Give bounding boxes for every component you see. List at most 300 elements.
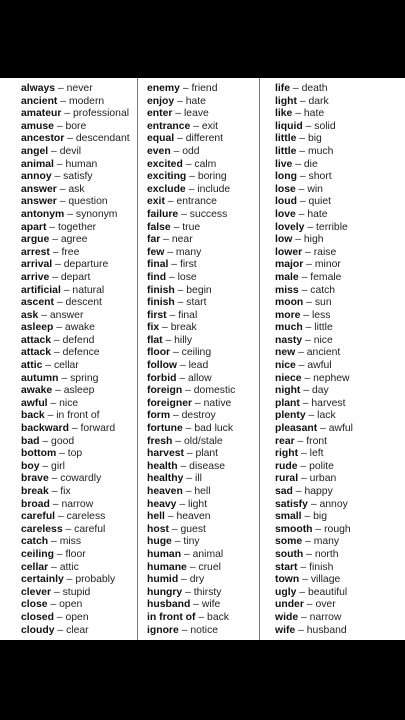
opposite-word: north bbox=[314, 548, 339, 560]
word: brave bbox=[21, 473, 49, 485]
opposite-word: defence bbox=[62, 347, 100, 359]
separator-dash: – bbox=[179, 83, 192, 94]
opposite-word: true bbox=[182, 221, 201, 233]
separator-dash: – bbox=[294, 435, 307, 447]
opposite-word: begin bbox=[186, 284, 212, 296]
separator-dash: – bbox=[168, 523, 181, 535]
opposite-word: hate bbox=[307, 208, 328, 220]
opposite-word: never bbox=[66, 83, 93, 94]
separator-dash: – bbox=[192, 397, 204, 409]
antonym-row bbox=[275, 259, 403, 272]
antonym-row bbox=[21, 461, 133, 474]
word: annoy bbox=[21, 171, 52, 183]
antonym-row bbox=[275, 574, 403, 587]
separator-dash: – bbox=[170, 410, 182, 422]
separator-dash: – bbox=[164, 196, 177, 208]
separator-dash: – bbox=[42, 360, 54, 372]
word: satisfy bbox=[275, 498, 308, 510]
antonym-row bbox=[147, 549, 255, 562]
word: humid bbox=[147, 574, 179, 586]
word: hungry bbox=[147, 586, 183, 598]
antonym-row bbox=[21, 562, 133, 575]
separator-dash: – bbox=[296, 586, 308, 598]
antonym-row bbox=[147, 448, 255, 461]
antonym-row bbox=[275, 612, 403, 625]
word: forbid bbox=[147, 372, 177, 384]
opposite-word: answer bbox=[49, 309, 84, 321]
word: ask bbox=[21, 309, 39, 321]
separator-dash: – bbox=[183, 448, 196, 460]
opposite-word: husband bbox=[306, 624, 347, 636]
word: bottom bbox=[21, 448, 57, 460]
word: failure bbox=[147, 208, 179, 220]
opposite-word: happy bbox=[304, 486, 333, 497]
separator-dash: – bbox=[52, 259, 64, 271]
separator-dash: – bbox=[38, 309, 50, 321]
opposite-word: good bbox=[51, 435, 75, 447]
antonym-row bbox=[21, 83, 133, 96]
antonym-row bbox=[275, 247, 403, 260]
opposite-word: free bbox=[61, 246, 80, 258]
separator-dash: – bbox=[290, 83, 302, 94]
opposite-word: open bbox=[65, 611, 89, 623]
opposite-word: odd bbox=[182, 145, 200, 157]
opposite-word: day bbox=[311, 385, 329, 397]
antonym-row bbox=[275, 234, 403, 247]
word: exciting bbox=[147, 171, 187, 183]
antonym-row bbox=[275, 524, 403, 537]
antonym-column-3 bbox=[275, 83, 403, 637]
opposite-word: careful bbox=[74, 523, 106, 535]
opposite-word: start bbox=[186, 297, 207, 309]
separator-dash: – bbox=[186, 171, 198, 183]
separator-dash: – bbox=[57, 95, 69, 107]
separator-dash: – bbox=[182, 586, 194, 598]
word: find bbox=[147, 271, 167, 283]
separator-dash: – bbox=[48, 473, 61, 485]
antonym-row bbox=[21, 184, 133, 197]
separator-dash: – bbox=[53, 611, 66, 623]
word: love bbox=[275, 208, 296, 220]
word: live bbox=[275, 158, 293, 170]
separator-dash: – bbox=[301, 511, 314, 523]
antonym-row bbox=[275, 159, 403, 172]
separator-dash: – bbox=[302, 322, 315, 334]
opposite-word: asleep bbox=[63, 385, 95, 397]
word: autumn bbox=[21, 372, 59, 384]
opposite-word: friend bbox=[191, 83, 218, 94]
separator-dash: – bbox=[298, 271, 311, 283]
opposite-word: animal bbox=[192, 548, 224, 560]
opposite-word: descendant bbox=[75, 133, 130, 145]
separator-dash: – bbox=[64, 208, 76, 220]
word: nasty bbox=[275, 334, 303, 346]
separator-dash: – bbox=[166, 271, 178, 283]
antonym-row bbox=[21, 398, 133, 411]
separator-dash: – bbox=[164, 246, 176, 258]
word: little bbox=[275, 145, 297, 157]
separator-dash: – bbox=[53, 548, 66, 560]
antonym-row bbox=[21, 499, 133, 512]
separator-dash: – bbox=[297, 460, 310, 472]
antonym-row bbox=[21, 96, 133, 109]
antonym-row bbox=[21, 335, 133, 348]
opposite-word: break bbox=[170, 322, 197, 334]
opposite-word: bad luck bbox=[194, 423, 234, 435]
opposite-word: boring bbox=[197, 171, 227, 183]
word: answer bbox=[21, 196, 57, 208]
opposite-word: village bbox=[310, 574, 341, 586]
separator-dash: – bbox=[47, 599, 60, 611]
opposite-word: old/stale bbox=[183, 435, 223, 447]
word: finish bbox=[147, 297, 175, 309]
opposite-word: final bbox=[178, 309, 198, 321]
word: life bbox=[275, 83, 291, 94]
antonym-row bbox=[147, 385, 255, 398]
opposite-word: left bbox=[309, 448, 324, 460]
word: plant bbox=[275, 397, 300, 409]
word: amateur bbox=[21, 108, 62, 120]
opposite-word: bore bbox=[65, 120, 87, 132]
antonym-row bbox=[21, 574, 133, 587]
opposite-word: polite bbox=[309, 460, 334, 472]
opposite-word: different bbox=[185, 133, 224, 145]
antonym-row bbox=[275, 272, 403, 285]
word: entrance bbox=[147, 120, 191, 132]
word: lovely bbox=[275, 221, 305, 233]
word: apart bbox=[21, 221, 47, 233]
separator-dash: – bbox=[48, 486, 61, 497]
opposite-word: careless bbox=[66, 511, 106, 523]
separator-dash: – bbox=[296, 95, 309, 107]
separator-dash: – bbox=[53, 158, 66, 170]
antonym-row bbox=[275, 222, 403, 235]
opposite-word: clear bbox=[66, 624, 89, 636]
word: excited bbox=[147, 158, 183, 170]
opposite-word: disease bbox=[189, 460, 225, 472]
word: cellar bbox=[21, 561, 49, 573]
word: attack bbox=[21, 347, 52, 359]
separator-dash: – bbox=[295, 624, 307, 636]
word: wide bbox=[275, 611, 299, 623]
opposite-word: attic bbox=[59, 561, 79, 573]
separator-dash: – bbox=[172, 435, 184, 447]
separator-dash: – bbox=[297, 561, 310, 573]
antonym-row bbox=[275, 625, 403, 638]
opposite-word: calm bbox=[194, 158, 217, 170]
antonym-row bbox=[147, 574, 255, 587]
word: floor bbox=[147, 347, 171, 359]
separator-dash: – bbox=[182, 158, 195, 170]
word: finish bbox=[147, 284, 175, 296]
separator-dash: – bbox=[182, 486, 195, 497]
separator-dash: – bbox=[295, 360, 308, 372]
antonym-row bbox=[21, 159, 133, 172]
separator-dash: – bbox=[182, 423, 195, 435]
separator-dash: – bbox=[298, 611, 310, 623]
antonym-row bbox=[147, 96, 255, 109]
opposite-word: hate bbox=[185, 95, 206, 107]
opposite-word: beautiful bbox=[307, 586, 348, 598]
separator-dash: – bbox=[49, 498, 62, 510]
antonym-row bbox=[275, 121, 403, 134]
word: argue bbox=[21, 234, 50, 246]
word: rear bbox=[275, 435, 295, 447]
separator-dash: – bbox=[51, 586, 63, 598]
antonym-row bbox=[147, 360, 255, 373]
opposite-word: lack bbox=[317, 410, 336, 422]
antonym-row bbox=[275, 360, 403, 373]
word: hell bbox=[147, 511, 165, 523]
opposite-word: urban bbox=[309, 473, 337, 485]
word: smooth bbox=[275, 523, 313, 535]
word: enjoy bbox=[147, 95, 175, 107]
separator-dash: – bbox=[56, 196, 69, 208]
opposite-word: entrance bbox=[176, 196, 217, 208]
separator-dash: – bbox=[174, 133, 186, 145]
opposite-word: win bbox=[307, 183, 323, 195]
word: certainly bbox=[21, 574, 64, 586]
separator-dash: – bbox=[168, 259, 180, 271]
separator-dash: – bbox=[60, 284, 73, 296]
word: first bbox=[147, 309, 167, 321]
word: little bbox=[275, 133, 297, 145]
word: ceiling bbox=[21, 548, 54, 560]
antonym-row bbox=[275, 347, 403, 360]
antonym-row bbox=[275, 398, 403, 411]
antonym-row bbox=[147, 473, 255, 486]
antonym-row bbox=[275, 285, 403, 298]
word: right bbox=[275, 448, 299, 460]
opposite-word: spring bbox=[70, 372, 99, 384]
antonym-row bbox=[147, 171, 255, 184]
word: angel bbox=[21, 145, 49, 157]
antonym-row bbox=[275, 448, 403, 461]
opposite-word: ceiling bbox=[181, 347, 212, 359]
separator-dash: – bbox=[51, 334, 63, 346]
opposite-word: first bbox=[179, 259, 197, 271]
separator-dash: – bbox=[295, 347, 307, 359]
word: much bbox=[275, 322, 303, 334]
separator-dash: – bbox=[299, 574, 311, 586]
word: more bbox=[275, 309, 301, 321]
word: husband bbox=[147, 599, 191, 611]
antonym-row bbox=[275, 297, 403, 310]
word: heaven bbox=[147, 486, 183, 497]
opposite-word: together bbox=[57, 221, 97, 233]
opposite-word: big bbox=[307, 133, 322, 145]
antonym-row bbox=[21, 587, 133, 600]
opposite-word: sun bbox=[314, 297, 332, 309]
separator-dash: – bbox=[39, 460, 52, 472]
separator-dash: – bbox=[295, 183, 308, 195]
antonym-row bbox=[147, 83, 255, 96]
word: some bbox=[275, 536, 303, 548]
antonym-row bbox=[275, 549, 403, 562]
opposite-word: over bbox=[315, 599, 336, 611]
opposite-word: hate bbox=[303, 108, 325, 120]
word: foreigner bbox=[147, 397, 193, 409]
word: antonym bbox=[21, 208, 65, 220]
antonym-row bbox=[147, 247, 255, 260]
antonym-row bbox=[275, 536, 403, 549]
antonym-row bbox=[21, 322, 133, 335]
antonym-row bbox=[275, 146, 403, 159]
opposite-word: hilly bbox=[174, 334, 193, 346]
opposite-word: high bbox=[303, 234, 324, 246]
opposite-word: modern bbox=[68, 95, 105, 107]
word: clever bbox=[21, 586, 52, 598]
separator-dash: – bbox=[303, 297, 315, 309]
word: animal bbox=[21, 158, 54, 170]
separator-dash: – bbox=[178, 624, 191, 636]
separator-dash: – bbox=[312, 523, 325, 535]
word: final bbox=[147, 259, 169, 271]
opposite-word: wife bbox=[201, 599, 221, 611]
separator-dash: – bbox=[304, 221, 317, 233]
antonym-row bbox=[147, 159, 255, 172]
word: human bbox=[147, 548, 182, 560]
antonym-row bbox=[275, 486, 403, 499]
word: even bbox=[147, 145, 171, 157]
word: south bbox=[275, 548, 304, 560]
antonym-row bbox=[147, 285, 255, 298]
word: closed bbox=[21, 611, 54, 623]
word: answer bbox=[21, 183, 57, 195]
opposite-word: open bbox=[59, 599, 83, 611]
separator-dash: – bbox=[303, 548, 315, 560]
word: far bbox=[147, 234, 161, 246]
separator-dash: – bbox=[55, 83, 67, 94]
word: wife bbox=[275, 624, 296, 636]
opposite-word: question bbox=[68, 196, 108, 208]
separator-dash: – bbox=[171, 536, 184, 548]
word: fresh bbox=[147, 435, 173, 447]
antonym-row bbox=[147, 259, 255, 272]
opposite-word: notice bbox=[190, 624, 219, 636]
opposite-word: harvest bbox=[311, 397, 346, 409]
opposite-word: dry bbox=[189, 574, 205, 586]
word: miss bbox=[275, 284, 299, 296]
antonym-row bbox=[275, 511, 403, 524]
word: ignore bbox=[147, 624, 179, 636]
opposite-word: guest bbox=[180, 523, 206, 535]
word: ugly bbox=[275, 586, 297, 598]
opposite-word: ill bbox=[194, 473, 202, 485]
word: enemy bbox=[147, 83, 180, 94]
opposite-word: awful bbox=[328, 423, 353, 435]
opposite-word: female bbox=[310, 271, 342, 283]
separator-dash: – bbox=[307, 498, 320, 510]
antonym-row bbox=[21, 133, 133, 146]
separator-dash: – bbox=[44, 410, 57, 422]
antonym-row bbox=[147, 234, 255, 247]
word: arrest bbox=[21, 246, 50, 258]
antonym-row bbox=[21, 272, 133, 285]
antonym-row bbox=[147, 297, 255, 310]
opposite-word: heaven bbox=[176, 511, 211, 523]
opposite-word: satisfy bbox=[63, 171, 93, 183]
separator-dash: – bbox=[166, 309, 179, 321]
antonym-row bbox=[275, 499, 403, 512]
separator-dash: – bbox=[302, 536, 314, 548]
opposite-word: die bbox=[303, 158, 318, 170]
opposite-word: light bbox=[188, 498, 208, 510]
antonym-row bbox=[147, 133, 255, 146]
separator-dash: – bbox=[51, 347, 63, 359]
column-divider bbox=[137, 78, 138, 640]
word: humane bbox=[147, 561, 187, 573]
separator-dash: – bbox=[47, 397, 60, 409]
word: arrival bbox=[21, 259, 53, 271]
word: fix bbox=[147, 322, 160, 334]
separator-dash: – bbox=[296, 171, 309, 183]
antonym-row bbox=[21, 146, 133, 159]
separator-dash: – bbox=[176, 498, 189, 510]
separator-dash: – bbox=[301, 372, 314, 384]
word: close bbox=[21, 599, 48, 611]
opposite-word: girl bbox=[51, 460, 65, 472]
antonym-column-1 bbox=[21, 83, 133, 637]
antonym-row bbox=[21, 259, 133, 272]
word: back bbox=[21, 410, 45, 422]
opposite-word: natural bbox=[72, 284, 105, 296]
separator-dash: – bbox=[298, 448, 310, 460]
antonym-row bbox=[275, 373, 403, 386]
antonym-row bbox=[147, 146, 255, 159]
word: equal bbox=[147, 133, 175, 145]
separator-dash: – bbox=[183, 473, 195, 485]
antonym-row bbox=[147, 587, 255, 600]
antonym-row bbox=[21, 612, 133, 625]
opposite-word: nephew bbox=[313, 372, 350, 384]
separator-dash: – bbox=[190, 599, 202, 611]
separator-dash: – bbox=[49, 234, 61, 246]
opposite-word: lead bbox=[188, 360, 209, 372]
word: long bbox=[275, 171, 297, 183]
antonym-row bbox=[21, 360, 133, 373]
opposite-word: plant bbox=[195, 448, 219, 460]
antonym-row bbox=[147, 121, 255, 134]
antonym-row bbox=[21, 108, 133, 121]
opposite-word: native bbox=[203, 397, 232, 409]
antonym-row bbox=[147, 335, 255, 348]
separator-dash: – bbox=[186, 561, 199, 573]
antonym-row bbox=[147, 310, 255, 323]
separator-dash: – bbox=[292, 108, 304, 120]
separator-dash: – bbox=[53, 120, 66, 132]
separator-dash: – bbox=[46, 221, 58, 233]
separator-dash: – bbox=[174, 95, 186, 107]
separator-dash: – bbox=[182, 385, 194, 397]
opposite-word: ask bbox=[68, 183, 85, 195]
opposite-word: dark bbox=[308, 95, 329, 107]
separator-dash: – bbox=[49, 246, 62, 258]
opposite-word: lose bbox=[177, 271, 197, 283]
opposite-word: human bbox=[65, 158, 98, 170]
separator-dash: – bbox=[292, 158, 304, 170]
separator-dash: – bbox=[303, 259, 315, 271]
separator-dash: – bbox=[296, 196, 309, 208]
separator-dash: – bbox=[298, 473, 310, 485]
word: exit bbox=[147, 196, 165, 208]
word: form bbox=[147, 410, 171, 422]
antonym-row bbox=[21, 234, 133, 247]
separator-dash: – bbox=[302, 334, 314, 346]
opposite-word: many bbox=[175, 246, 202, 258]
opposite-word: nice bbox=[59, 397, 79, 409]
opposite-word: depart bbox=[60, 271, 91, 283]
